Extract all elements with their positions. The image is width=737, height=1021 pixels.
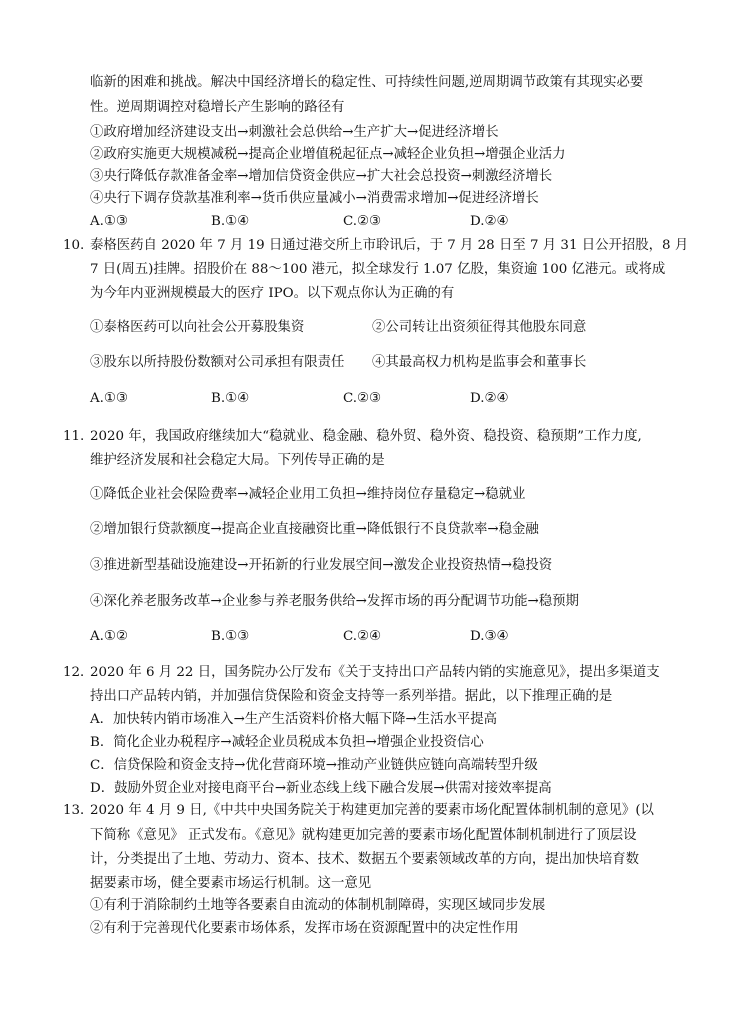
q10-item-1: ①泰格医药可以向社会公开募股集资 <box>90 320 305 335</box>
q12-number: 12． <box>63 665 94 680</box>
q11-stem-line-2: 维护经济发展和社会稳定大局。下列传导正确的是 <box>90 453 385 468</box>
q10-option-d: D.②④ <box>470 391 509 406</box>
q11-item-1: ①降低企业社会保险费率→减轻企业用工负担→维持岗位存量稳定→稳就业 <box>90 487 526 502</box>
q11-option-b: B.①③ <box>211 629 250 644</box>
q9-item-4: ④央行下调存贷款基准利率→货币供应量减小→消费需求增加→促进经济增长 <box>90 191 539 206</box>
q10-stem-line-1: 泰格医药自 2020 年 7 月 19 日通过港交所上市聆讯后，于 7 月 28 日至 7 月 31 日公开招股，8 月 <box>90 238 689 253</box>
q13-number: 13． <box>63 803 94 818</box>
q9-option-c: C.②③ <box>343 214 382 229</box>
q11-option-c: C.②④ <box>343 629 382 644</box>
q11-number: 11. <box>63 429 85 444</box>
q13-item-2: ②有利于完善现代化要素市场体系，发挥市场在资源配置中的决定性作用 <box>90 921 519 936</box>
q10-item-4: ④其最高权力机构是监事会和董事长 <box>372 355 587 370</box>
q13-stem-line-4: 据要素市场，健全要素市场运行机制。这一意见 <box>90 876 372 891</box>
q10-option-a: A.①③ <box>90 391 128 406</box>
q13-stem-line-1: 2020 年 4 月 9 日,《中共中央国务院关于构建更加完善的要素市场化配置体制机制的意见》(以 <box>90 803 654 818</box>
q10-option-b: B.①④ <box>211 391 250 406</box>
q12-stem-line-1: 2020 年 6 月 22 日，国务院办公厅发布《关于支持出口产品转内销的实施意见》，提出多渠道支 <box>90 665 660 680</box>
q10-item-3: ③股东以所持股份数额对公司承担有限责任 <box>90 355 345 370</box>
q11-item-3: ③推进新型基础设施建设→开拓新的行业发展空间→激发企业投资热情→稳投资 <box>90 558 553 573</box>
q10-number: 10. <box>63 238 85 253</box>
q11-option-a: A.①② <box>90 629 128 644</box>
q11-option-d: D.③④ <box>470 629 509 644</box>
q12-option-b: B．简化企业办税程序→减轻企业员税成本负担→增强企业投资信心 <box>90 735 484 750</box>
q9-option-b: B.①④ <box>211 214 250 229</box>
q10-option-c: C.②③ <box>343 391 382 406</box>
q11-stem-line-1: 2020 年，我国政府继续加大“稳就业、稳金融、稳外贸、稳外资、稳投资、稳预期”工作力度, <box>90 429 642 444</box>
q9-item-3: ③央行降低存款准备金率→增加信贷资金供应→扩大社会总投资→刺激经济增长 <box>90 169 553 184</box>
q12-option-d: D．鼓励外贸企业对接电商平台→新业态线上线下融合发展→供需对接效率提高 <box>90 781 552 796</box>
q12-option-a: A．加快转内销市场准入→生产生活资料价格大幅下降→生活水平提高 <box>90 712 498 727</box>
q13-item-1: ①有利于消除制约土地等各要素自由流动的体制机制障碍，实现区域同步发展 <box>90 898 546 913</box>
q12-stem-line-2: 持出口产品转内销，并加强信贷保险和资金支持等一系列举措。据此，以下推理正确的是 <box>90 689 613 704</box>
q10-stem-line-2: 7 日(周五)挂牌。招股价在 88～100 港元，拟全球发行 1.07 亿股，集资逾 100 亿港元。或将成 <box>90 262 666 277</box>
q13-stem-line-2: 下简称《意见》 正式发布。《意见》就构建更加完善的要素市场化配置体制机制进行了顶层设 <box>90 828 637 843</box>
q11-item-2: ②增加银行贷款额度→提高企业直接融资比重→降低银行不良贷款率→稳金融 <box>90 522 539 537</box>
q9-item-2: ②政府实施更大规模减税→提高企业增值税起征点→减轻企业负担→增强企业活力 <box>90 147 566 162</box>
q13-stem-line-3: 计，分类提出了土地、劳动力、资本、技术、数据五个要素领域改革的方向，提出加快培育数 <box>90 852 640 867</box>
q10-stem-line-3: 为今年内亚洲规模最大的医疗 IPO。以下观点你认为正确的有 <box>90 286 455 301</box>
q12-option-c: C．信贷保险和资金支持→优化营商环境→推动产业链供应链向高端转型升级 <box>90 758 538 773</box>
q9-item-1: ①政府增加经济建设支出→刺激社会总供给→生产扩大→促进经济增长 <box>90 125 499 140</box>
q9-option-d: D.②④ <box>470 214 509 229</box>
q10-item-2: ②公司转让出资须征得其他股东同意 <box>372 320 587 335</box>
q9-stem-line-2: 性。逆周期调控对稳增长产生影响的路径有 <box>90 100 345 115</box>
q11-item-4: ④深化养老服务改革→企业参与养老服务供给→发挥市场的再分配调节功能→稳预期 <box>90 594 579 609</box>
q9-option-a: A.①③ <box>90 214 128 229</box>
q9-stem-line-1: 临新的困难和挑战。解决中国经济增长的稳定性、可持续性问题,逆周期调节政策有其现实必要 <box>90 75 644 90</box>
